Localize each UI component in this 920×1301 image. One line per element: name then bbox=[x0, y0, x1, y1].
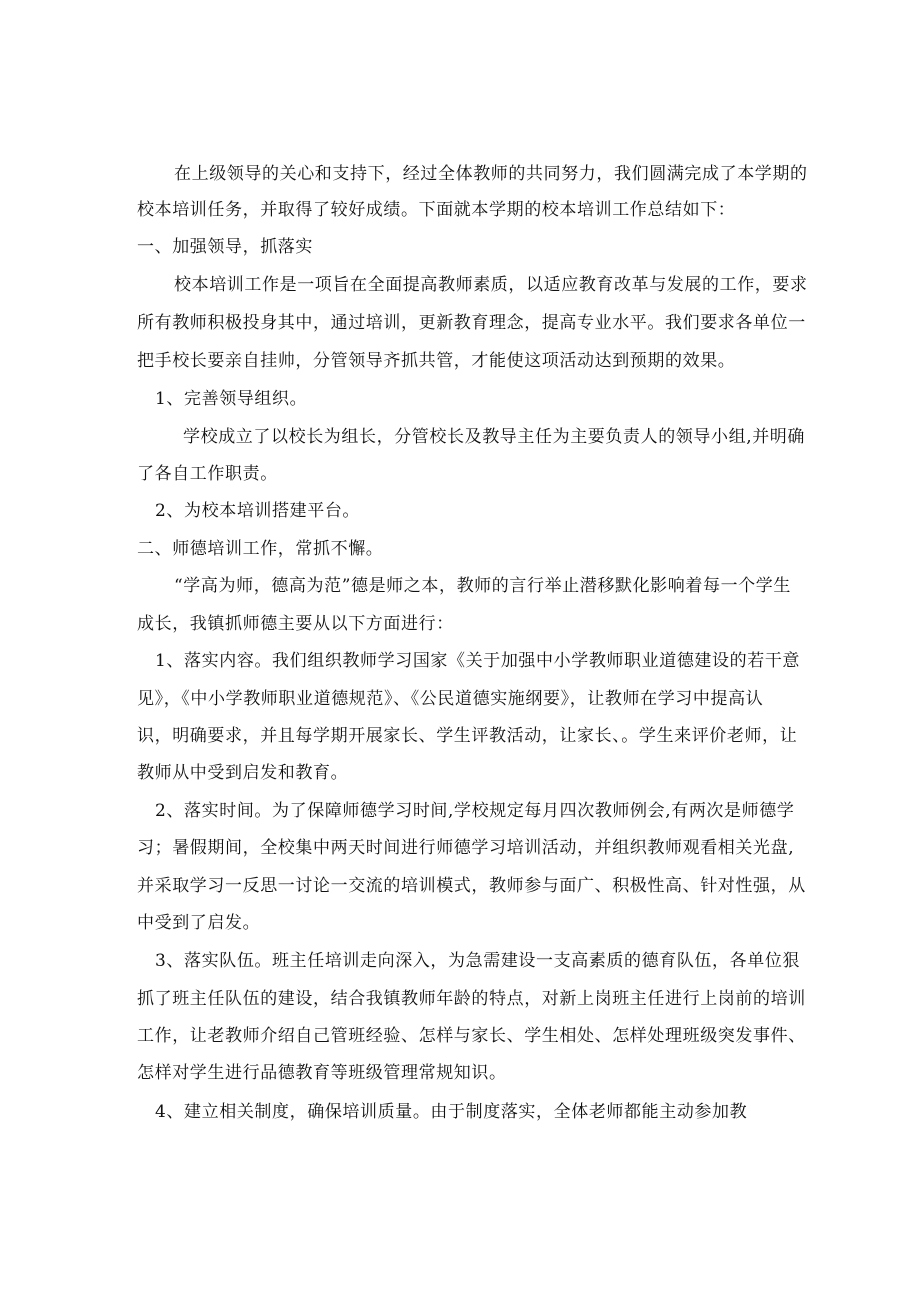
item-time-line-4: 中受到了启发。 bbox=[137, 913, 261, 933]
subheading-1-1: 1、完善领导组织。 bbox=[155, 389, 308, 409]
item-team-line-2: 抓了班主任队伍的建设，结合我镇教师年龄的特点，对新上岗班主任进行上岗前的培训 bbox=[137, 989, 806, 1009]
item-time-line-3: 并采取学习一反思一讨论一交流的培训模式，教师参与面广、积极性高、针对性强，从 bbox=[137, 876, 806, 896]
paragraph-leadership-line-3: 把手校长要亲自挂帅，分管领导齐抓共管，才能使这项活动达到预期的效果。 bbox=[137, 351, 736, 371]
paragraph-ethics-line-2: 成长，我镇抓师德主要从以下方面进行： bbox=[137, 614, 454, 634]
paragraph-leadership-line-2: 所有教师积极投身其中，通过培训，更新教育理念，提高专业水平。我们要求各单位一 bbox=[137, 313, 806, 333]
item-system-line-1: 4、建立相关制度，确保培训质量。由于制度落实，全体老师都能主动参加教 bbox=[155, 1102, 748, 1122]
paragraph-organization-line-2: 了各自工作职责。 bbox=[137, 464, 278, 484]
item-content-line-4: 教师从中受到启发和教育。 bbox=[137, 763, 349, 783]
paragraph-ethics-line-1: “学高为师，德高为范”德是师之本，教师的言行举止潜移默化影响着每一个学生 bbox=[174, 576, 791, 596]
item-team-line-3: 工作，让老教师介绍自己管班经验、怎样与家长、学生相处、怎样处理班级突发事件、 bbox=[137, 1026, 806, 1046]
item-team-line-4: 怎样对学生进行品德教育等班级管理常规知识。 bbox=[137, 1063, 507, 1083]
section-heading-1: 一、加强领导，抓落实 bbox=[137, 237, 313, 257]
item-content-line-1: 1、落实内容。我们组织教师学习国家《关于加强中小学教师职业道德建设的若干意 bbox=[155, 651, 801, 671]
paragraph-intro-line-1: 在上级领导的关心和支持下，经过全体教师的共同努力，我们圆满完成了本学期的 bbox=[174, 164, 808, 184]
item-content-line-2: 见》，《中小学教师职业道德规范》、《公民道德实施纲要》，让教师在学习中提高认 bbox=[137, 689, 764, 709]
item-content-line-3: 识，明确要求，并且每学期开展家长、学生评教活动，让家长、。学生来评价老师，让 bbox=[137, 726, 798, 746]
paragraph-organization-line-1: 学校成立了以校长为组长，分管校长及教导主任为主要负责人的领导小组,并明确 bbox=[183, 427, 806, 447]
paragraph-leadership-line-1: 校本培训工作是一项旨在全面提高教师素质，以适应教育改革与发展的工作，要求 bbox=[174, 275, 808, 295]
paragraph-intro-line-2: 校本培训任务，并取得了较好成绩。下面就本学期的校本培训工作总结如下： bbox=[137, 200, 736, 220]
subheading-1-2: 2、为校本培训搭建平台。 bbox=[155, 501, 361, 521]
item-team-line-1: 3、落实队伍。班主任培训走向深入，为急需建设一支高素质的德育队伍，各单位狠 bbox=[155, 951, 801, 971]
section-heading-2: 二、师德培训工作，常抓不懈。 bbox=[137, 539, 384, 559]
item-time-line-2: 习；暑假期间，全校集中两天时间进行师德学习培训活动，并组织教师观看相关光盘, bbox=[137, 838, 795, 858]
item-time-line-1: 2、落实时间。为了保障师德学习时间,学校规定每月四次教师例会,有两次是师德学 bbox=[155, 801, 795, 821]
